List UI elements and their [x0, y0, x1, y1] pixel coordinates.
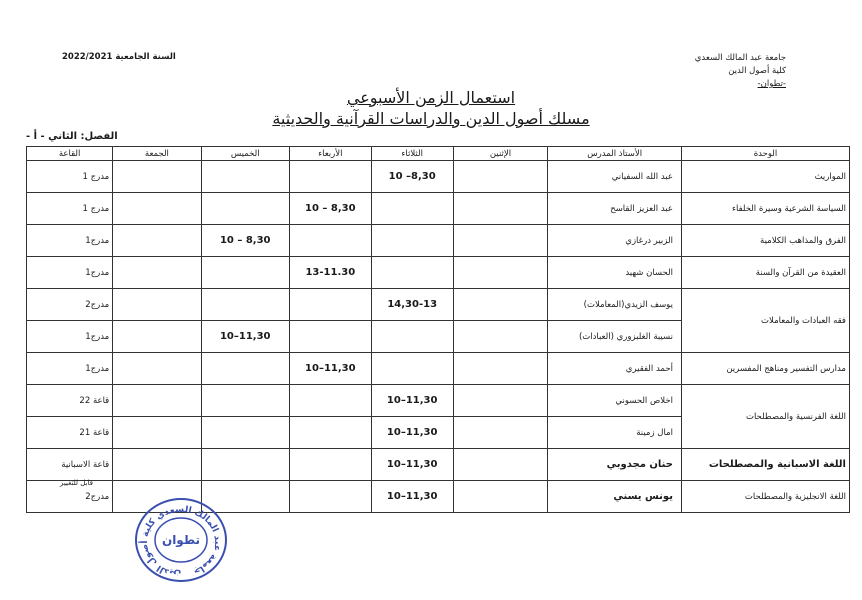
tuesday-cell: 11,30–10 — [371, 385, 453, 417]
room-cell: مدرج2 — [27, 481, 113, 513]
wednesday-cell — [289, 321, 371, 353]
stamp-ring-text: جامعة عبد المالك السعدي كلية أصول الدين — [139, 504, 223, 580]
monday-cell — [453, 353, 548, 385]
prof-cell: حنان مجدوبي — [548, 449, 682, 481]
monday-cell — [453, 193, 548, 225]
monday-cell — [453, 161, 548, 193]
wednesday-cell: 13-11.30 — [289, 257, 371, 289]
thursday-cell — [201, 193, 289, 225]
thursday-cell — [201, 257, 289, 289]
city-name: -تطوان- — [757, 79, 786, 89]
table-row — [27, 353, 850, 385]
unit-cell: فقه العبادات والمعاملات — [681, 289, 849, 353]
page-title: استعمال الزمن الأسبوعي — [346, 88, 516, 107]
friday-cell — [113, 321, 201, 353]
wednesday-cell — [289, 481, 371, 513]
semester-label: الفصل: الثاني - أ - — [26, 131, 118, 142]
institution-header — [616, 52, 786, 91]
prof-cell: الحسان شهيد — [548, 257, 682, 289]
academic-year: السنة الجامعية 2022/2021 — [62, 52, 176, 62]
room-cell: قاعة 22 — [27, 385, 113, 417]
room-cell: مدرج1 — [27, 353, 113, 385]
col-header-room: القاعة — [27, 147, 113, 161]
wednesday-cell — [289, 289, 371, 321]
tuesday-cell: 14,30-13 — [371, 289, 453, 321]
wednesday-cell: 8,30 – 10 — [289, 193, 371, 225]
stamp-center-text: تطوان — [161, 533, 201, 547]
prof-cell: اخلاص الحسوني — [548, 385, 682, 417]
tuesday-cell: 11,30–10 — [371, 417, 453, 449]
col-header-wednesday: الأربعاء — [289, 147, 371, 161]
faculty-name: كلية أصول الدين — [728, 66, 786, 76]
subject-to-change-note: قابل للتغيير — [60, 479, 93, 487]
col-header-friday: الجمعة — [113, 147, 201, 161]
friday-cell — [113, 289, 201, 321]
prof-cell: عبد العزيز القاسح — [548, 193, 682, 225]
tuesday-cell: 11,30–10 — [371, 449, 453, 481]
prof-cell: يونس يسني — [548, 481, 682, 513]
friday-cell — [113, 257, 201, 289]
program-title: مسلك أصول الدين والدراسات القرآنية والحديثية — [272, 109, 590, 128]
monday-cell — [453, 289, 548, 321]
monday-cell — [453, 225, 548, 257]
room-cell: مدرج1 — [27, 321, 113, 353]
wednesday-cell: 11,30–10 — [289, 353, 371, 385]
thursday-cell: 8,30 – 10 — [201, 225, 289, 257]
wednesday-cell — [289, 449, 371, 481]
monday-cell — [453, 321, 548, 353]
wednesday-cell — [289, 417, 371, 449]
room-cell: مدرج 1 — [27, 161, 113, 193]
prof-cell: نسيبة الغلبزوري (العبادات) — [548, 321, 682, 353]
thursday-cell — [201, 449, 289, 481]
unit-cell: المواريث — [681, 161, 849, 193]
friday-cell — [113, 161, 201, 193]
thursday-cell — [201, 353, 289, 385]
table-row — [27, 225, 850, 257]
table-row — [27, 449, 850, 481]
prof-cell: امال زمينة — [548, 417, 682, 449]
room-cell: قاعة الاسبانية — [27, 449, 113, 481]
table-row — [27, 193, 850, 225]
table-row — [27, 385, 850, 417]
col-header-monday: الإثنين — [453, 147, 548, 161]
tuesday-cell — [371, 257, 453, 289]
table-row — [27, 257, 850, 289]
monday-cell — [453, 385, 548, 417]
unit-cell: السياسة الشرعية وسيرة الخلفاء — [681, 193, 849, 225]
friday-cell — [113, 385, 201, 417]
room-cell: مدرج1 — [27, 225, 113, 257]
prof-cell: يوسف الزيدي(المعاملات) — [548, 289, 682, 321]
unit-cell: اللغة الاسبانية والمصطلحات — [681, 449, 849, 481]
monday-cell — [453, 257, 548, 289]
wednesday-cell — [289, 385, 371, 417]
col-header-tuesday: الثلاثاء — [371, 147, 453, 161]
prof-cell: أحمد الفقيري — [548, 353, 682, 385]
prof-cell: عبد الله السفياني — [548, 161, 682, 193]
unit-cell: اللغة الفرنسية والمصطلحات — [681, 385, 849, 449]
tuesday-cell — [371, 353, 453, 385]
room-cell: مدرج1 — [27, 257, 113, 289]
room-cell: مدرج 1 — [27, 193, 113, 225]
table-row — [27, 161, 850, 193]
tuesday-cell: 11,30–10 — [371, 481, 453, 513]
table-header-row — [27, 147, 850, 161]
friday-cell — [113, 193, 201, 225]
col-header-prof: الأستاذ المدرس — [548, 147, 682, 161]
tuesday-cell — [371, 321, 453, 353]
room-cell: قاعة 21 — [27, 417, 113, 449]
friday-cell — [113, 449, 201, 481]
timetable — [26, 146, 850, 513]
unit-cell: مدارس التفسير ومناهج المفسرين — [681, 353, 849, 385]
faculty-stamp — [133, 496, 229, 584]
wednesday-cell — [289, 225, 371, 257]
prof-cell: الزبير درغازي — [548, 225, 682, 257]
room-cell: مدرج2 — [27, 289, 113, 321]
col-header-unit: الوحدة — [681, 147, 849, 161]
monday-cell — [453, 481, 548, 513]
tuesday-cell — [371, 225, 453, 257]
tuesday-cell: 8,30– 10 — [371, 161, 453, 193]
unit-cell: العقيدة من القرآن والسنة — [681, 257, 849, 289]
monday-cell — [453, 449, 548, 481]
thursday-cell — [201, 289, 289, 321]
wednesday-cell — [289, 161, 371, 193]
friday-cell — [113, 353, 201, 385]
thursday-cell — [201, 417, 289, 449]
university-name: جامعة عبد المالك السعدي — [694, 53, 786, 63]
unit-cell: اللغة الانجليزية والمصطلحات — [681, 481, 849, 513]
col-header-thursday: الخميس — [201, 147, 289, 161]
thursday-cell — [201, 385, 289, 417]
thursday-cell — [201, 161, 289, 193]
tuesday-cell — [371, 193, 453, 225]
friday-cell — [113, 417, 201, 449]
table-row — [27, 289, 850, 321]
friday-cell — [113, 225, 201, 257]
monday-cell — [453, 417, 548, 449]
thursday-cell: 11,30–10 — [201, 321, 289, 353]
unit-cell: الفرق والمذاهب الكلامية — [681, 225, 849, 257]
